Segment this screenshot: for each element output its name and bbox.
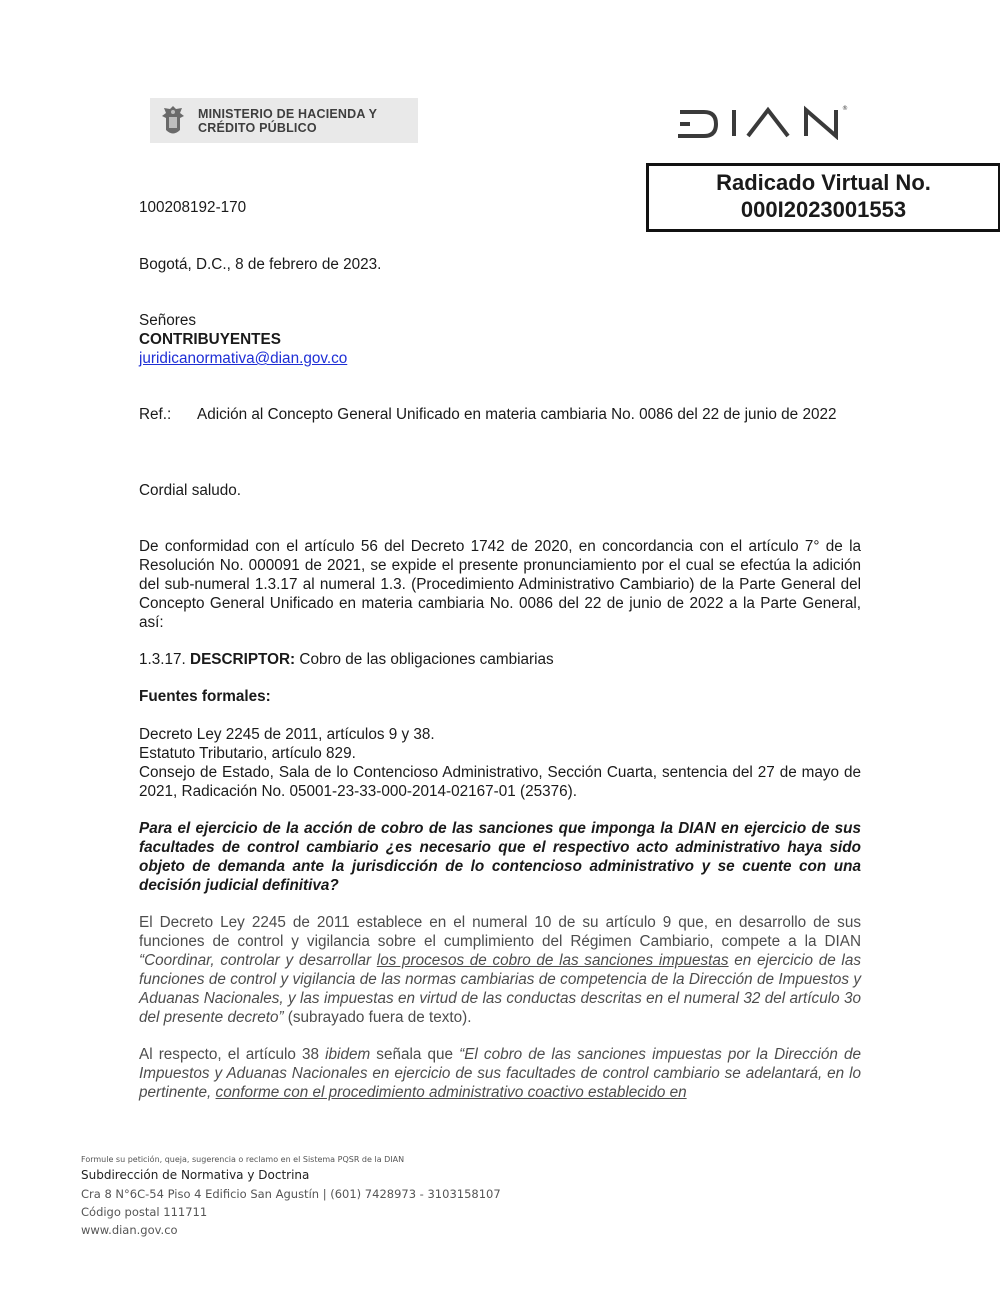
- radicado-box: [646, 163, 1000, 232]
- paragraph-1: [139, 913, 861, 1027]
- footer-web[interactable]: www.dian.gov.co: [81, 1223, 178, 1237]
- dian-wordmark-icon: [676, 104, 848, 140]
- letter-date: Bogotá, D.C., 8 de febrero de 2023.: [139, 256, 382, 273]
- footer-pqsr: Formule su petición, queja, sugerencia o reclamo en el Sistema PQSR de la DIAN: [81, 1155, 405, 1164]
- source-item: Consejo de Estado, Sala de lo Contencioso Administrativo, Sección Cuarta, sentencia del 27 de mayo de 2021, Radicación No. 05001-23-33-000-2014-02167-01 (25376).: [139, 764, 861, 800]
- descriptor-text: Cobro de las obligaciones cambiarias: [299, 651, 554, 668]
- question-paragraph: Para el ejercicio de la acción de cobro de las sanciones que imponga la DIAN en ejercicio de sus facultades de control cambiario ¿es necesario que el respectivo acto administrativo haya sido objeto de demanda ante la jurisdicción de lo contencioso administrativo y se cuente con una decisión judicial definitiva?: [139, 820, 861, 894]
- ministry-name: [198, 107, 377, 135]
- footer-address: Cra 8 N°6C-54 Piso 4 Edificio San Agustín | (601) 7428973 - 3103158107: [81, 1187, 501, 1201]
- descriptor-number: 1.3.17.: [139, 651, 186, 668]
- radicado-number: 000I2023001553: [740, 197, 907, 222]
- ref-text: Adición al Concepto General Unificado en materia cambiaria No. 0086 del 22 de junio de 2022: [197, 406, 837, 423]
- para2-text: Al respecto, el artículo 38: [139, 1046, 326, 1063]
- dian-logo: [676, 104, 848, 145]
- salutation-title: Señores: [139, 312, 196, 329]
- ministry-logo: [150, 98, 418, 143]
- para1-quote-end: en ejercicio de las funciones de control y vigilancia de las normas cambiarias de competencia de la Dirección de Impuestos y Aduanas Nacionales, y las impuestas en virtud de las conductas descritas en el numeral 32 del artículo 3o del presente decreto”: [139, 952, 861, 1026]
- paragraph-2: [139, 1045, 861, 1102]
- svg-text:®: ®: [842, 105, 848, 112]
- ministry-line1: MINISTERIO DE HACIENDA Y: [198, 106, 378, 121]
- source-item: Decreto Ley 2245 de 2011, artículos 9 y 38.: [139, 726, 435, 743]
- para2-quote: “El cobro de las sanciones impuestas por la Dirección de Impuestos y Aduanas Nacionales en ejercicio de sus facultades de control cambiario se adelantará, en lo pertinente,: [139, 1046, 861, 1101]
- para2-ibidem: ibidem: [325, 1046, 371, 1063]
- descriptor-line: [139, 650, 861, 669]
- sources-heading: Fuentes formales:: [139, 688, 271, 705]
- descriptor-label: DESCRIPTOR:: [190, 651, 296, 668]
- para2-text-2: señala que: [370, 1046, 460, 1063]
- radicado-label: Radicado Virtual No.: [716, 170, 931, 195]
- recipient-email-link[interactable]: juridicanormativa@dian.gov.co: [139, 350, 348, 367]
- recipient: CONTRIBUYENTES: [139, 331, 281, 348]
- footer-office: Subdirección de Normativa y Doctrina: [81, 1168, 310, 1182]
- para1-underlined: los procesos de cobro de las sanciones impuestas: [376, 952, 729, 969]
- para1-note: (subrayado fuera de texto).: [283, 1009, 472, 1026]
- coat-of-arms-icon: [160, 104, 186, 138]
- intro-paragraph: De conformidad con el artículo 56 del Decreto 1742 de 2020, en concordancia con el artículo 7° de la Resolución No. 000091 de 2021, se expide el presente pronunciamiento por el cual se efectúa la adición del sub-numeral 1.3.17 al numeral 1.3. (Procedimiento Administrativo Cambiario) de la Parte General del Concepto General Unificado en materia cambiaria No. 0086 del 22 de junio de 2022 a la Parte General, así:: [139, 538, 861, 631]
- para1-text: El Decreto Ley 2245 de 2011 establece en el numeral 10 de su artículo 9 que, en desarrollo de sus funciones de control y vigilancia sobre el cumplimiento del Régimen Cambiario, compete a la DIAN: [139, 914, 861, 950]
- para2-underlined: conforme con el procedimiento administrativo coactivo establecido en: [215, 1084, 687, 1101]
- footer-postal: Código postal 111711: [81, 1205, 208, 1219]
- para1-quote-start: “Coordinar, controlar y desarrollar: [139, 952, 377, 969]
- reference-number: 100208192-170: [139, 199, 247, 216]
- greeting: Cordial saludo.: [139, 482, 242, 499]
- ministry-line2: CRÉDITO PÚBLICO: [198, 120, 317, 135]
- ref-label: Ref.:: [139, 406, 172, 423]
- source-item: Estatuto Tributario, artículo 829.: [139, 745, 356, 762]
